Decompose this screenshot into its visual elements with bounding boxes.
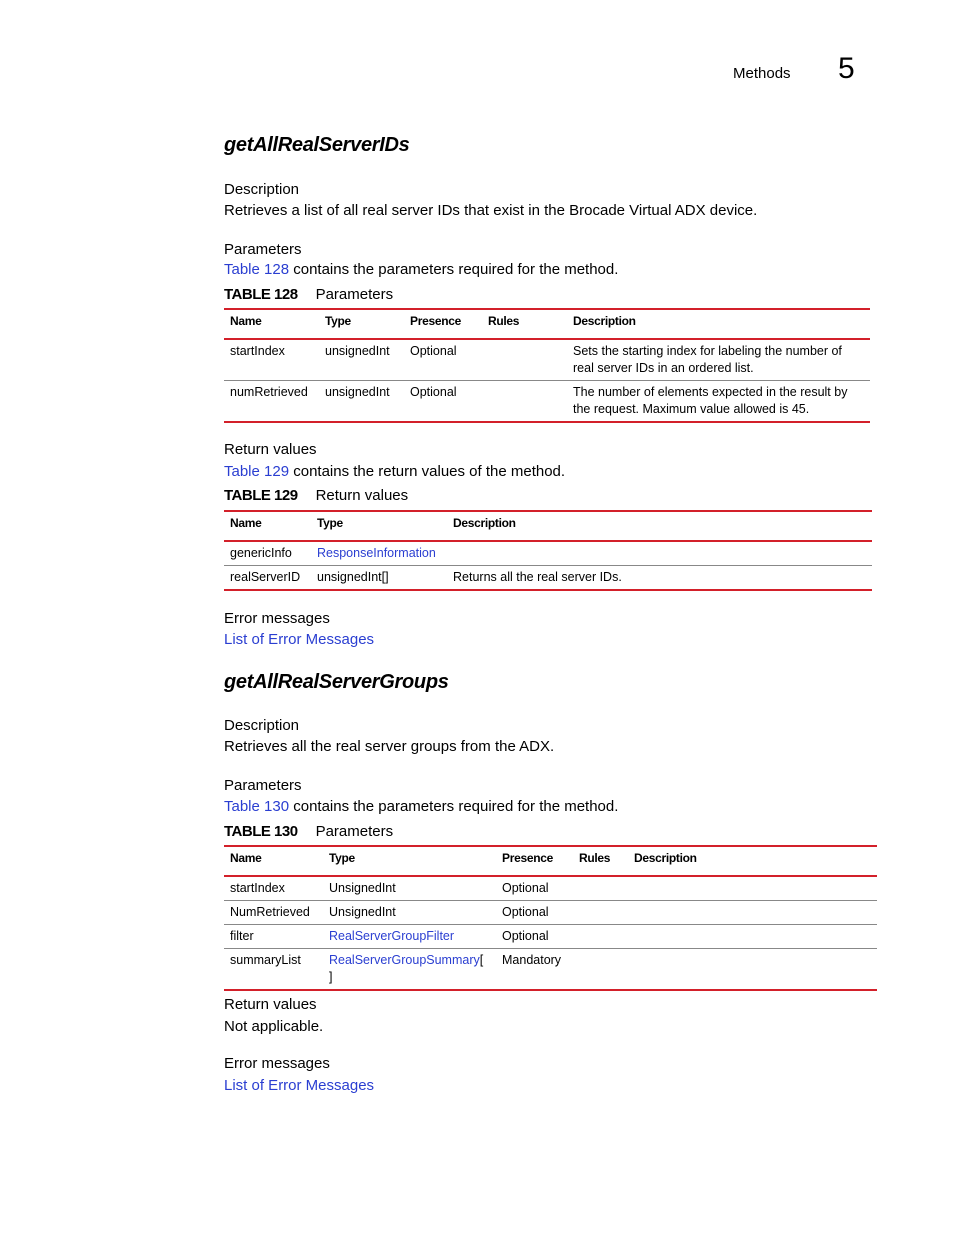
table-cell <box>628 901 877 925</box>
error-messages-link[interactable]: List of Error Messages <box>224 1077 375 1094</box>
return-values-text: Not applicable. <box>224 1018 324 1035</box>
table-cell: unsignedInt <box>325 344 390 358</box>
table-cell: Optional <box>410 385 457 399</box>
description-heading: Description <box>224 717 300 734</box>
table-cell <box>573 949 628 991</box>
table-cell: realServerID <box>230 570 301 584</box>
column-header: Rules <box>488 314 520 328</box>
table-header-row <box>224 511 872 541</box>
table-row <box>224 949 877 991</box>
table-cell <box>628 925 877 949</box>
table-cell <box>573 876 628 901</box>
column-header: Name <box>230 851 262 865</box>
table-cell: numRetrieved <box>230 385 308 399</box>
column-header: Description <box>573 314 636 328</box>
table-cell: NumRetrieved <box>230 905 310 919</box>
table-129-link[interactable]: Table 129 <box>224 463 290 480</box>
table-cell: summaryList <box>230 953 301 967</box>
description-heading: Description <box>224 181 300 198</box>
table-cell: Optional <box>502 881 549 895</box>
parameters-table <box>224 845 877 991</box>
table-cell: unsignedInt[] <box>317 570 389 584</box>
error-messages-heading: Error messages <box>224 610 330 627</box>
table-cell: UnsignedInt <box>329 905 396 919</box>
parameters-reference: Table 130 contains the parameters required for the method. <box>224 798 619 815</box>
table-cell <box>628 949 877 991</box>
table-cell <box>573 925 628 949</box>
return-values-reference: Table 129 contains the return values of the method. <box>224 463 566 480</box>
column-header: Name <box>230 314 262 328</box>
table-cell: Sets the starting index for labeling the number of real server IDs in an ordered list. <box>573 344 842 375</box>
table-caption: TABLE 130 Parameters <box>224 823 394 840</box>
table-caption: TABLE 129 Return values <box>224 487 409 504</box>
column-header: Description <box>453 516 516 530</box>
parameters-heading: Parameters <box>224 241 302 258</box>
table-cell <box>482 339 567 381</box>
table-cell: startIndex <box>230 881 285 895</box>
table-cell: Mandatory <box>502 953 562 967</box>
method-title: getAllRealServerGroups <box>224 671 449 693</box>
table-cell: Optional <box>502 905 549 919</box>
table-cell <box>311 541 447 566</box>
parameters-table <box>224 308 870 423</box>
column-header: Type <box>325 314 351 328</box>
table-cell <box>573 901 628 925</box>
table-cell: Optional <box>410 344 457 358</box>
table-cell <box>482 381 567 423</box>
real-server-group-filter-link[interactable]: RealServerGroupFilter <box>329 929 455 943</box>
table-caption: TABLE 128 Parameters <box>224 286 394 303</box>
description-text: Retrieves all the real server groups from the ADX. <box>224 738 555 755</box>
table-cell: Optional <box>502 929 549 943</box>
table-cell: The number of elements expected in the result by the request. Maximum value allowed is 45. <box>573 385 848 416</box>
table-row <box>224 876 877 901</box>
return-values-heading: Return values <box>224 441 317 458</box>
real-server-group-summary-link[interactable]: RealServerGroupSummary <box>329 953 480 967</box>
table-row <box>224 541 872 566</box>
table-cell <box>323 925 496 949</box>
table-cell: UnsignedInt <box>329 881 396 895</box>
description-text: Retrieves a list of all real server IDs that exist in the Brocade Virtual ADX device. <box>224 202 758 219</box>
table-cell: genericInfo <box>230 546 292 560</box>
table-cell: RealServerGroupSummary[ ] <box>329 953 484 984</box>
error-messages-link[interactable]: List of Error Messages <box>224 631 375 648</box>
parameters-heading: Parameters <box>224 777 302 794</box>
column-header: Description <box>634 851 697 865</box>
table-cell: startIndex <box>230 344 285 358</box>
table-cell: unsignedInt <box>325 385 390 399</box>
table-cell: Returns all the real server IDs. <box>453 570 622 584</box>
column-header: Presence <box>502 851 553 865</box>
error-messages-heading: Error messages <box>224 1055 330 1072</box>
return-values-table <box>224 510 872 591</box>
column-header: Name <box>230 516 262 530</box>
response-information-link[interactable]: ResponseInformation <box>317 546 436 560</box>
table-cell <box>628 876 877 901</box>
column-header: Presence <box>410 314 461 328</box>
table-row <box>224 339 870 381</box>
table-header-row <box>224 309 870 339</box>
table-header-row <box>224 846 877 876</box>
parameters-reference: Table 128 contains the parameters required for the method. <box>224 261 619 278</box>
table-row <box>224 381 870 423</box>
table-128-link[interactable]: Table 128 <box>224 261 290 278</box>
column-header: Type <box>329 851 355 865</box>
return-values-heading: Return values <box>224 996 317 1013</box>
table-cell: filter <box>230 929 254 943</box>
column-header: Type <box>317 516 343 530</box>
method-title: getAllRealServerIDs <box>224 134 410 156</box>
table-row <box>224 901 877 925</box>
table-130-link[interactable]: Table 130 <box>224 798 290 815</box>
table-cell <box>447 541 872 566</box>
table-row <box>224 566 872 591</box>
chapter-number: 5 <box>838 52 855 85</box>
running-header-section: Methods <box>733 65 791 82</box>
column-header: Rules <box>579 851 611 865</box>
table-row <box>224 925 877 949</box>
